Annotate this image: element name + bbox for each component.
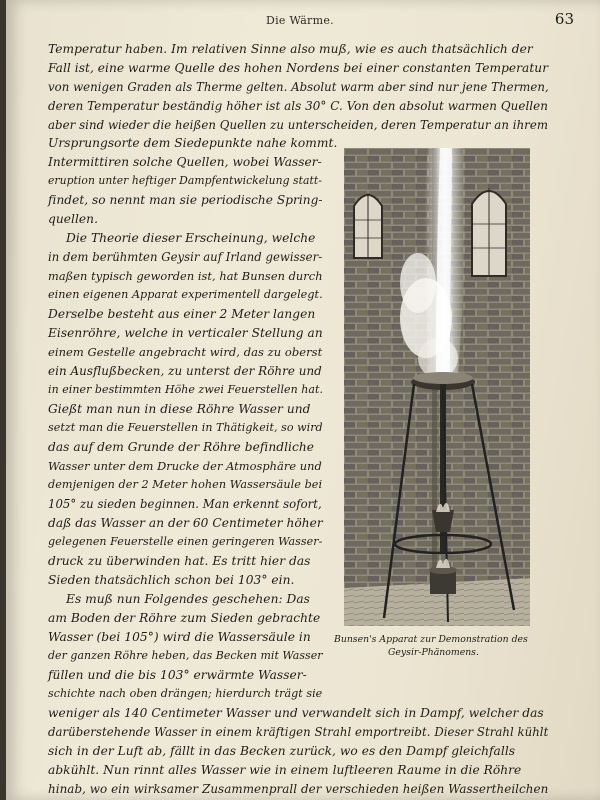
text-line: maßen typisch geworden ist, hat Bunsen durch [48, 269, 323, 283]
text-line: darüberstehende Wasser in einem kräftigen Strahl emportreibt. Dieser Strahl kühlt [48, 725, 549, 739]
text-line: 105° zu sieden beginnen. Man erkennt sofort, [48, 497, 322, 511]
text-line: Fall ist, eine warme Quelle des hohen Nordens bei einer constanten Temperatur [48, 61, 549, 75]
text-line: daß das Wasser an der 60 Centimeter höher [48, 516, 323, 530]
text-line: gelegenen Feuerstelle einen geringeren Wasser- [48, 535, 323, 548]
text-line: setzt man die Feuerstellen in Thätigkeit, so wird [48, 421, 323, 434]
text-line: Temperatur haben. Im relativen Sinne also muß, wie es auch thatsächlich der [48, 42, 533, 56]
geysir-apparatus-illustration [344, 148, 530, 626]
text-line: Sieden thatsächlich schon bei 103° ein. [48, 573, 295, 587]
text-line: einen eigenen Apparat experimentell dargelegt. [48, 288, 323, 301]
text-line: findet, so nennt man sie periodische Spring- [48, 193, 323, 207]
text-line: aber sind wieder die heißen Quellen zu unterscheiden, deren Temperatur an ihrem [48, 118, 549, 132]
text-line: in einer bestimmten Höhe zwei Feuerstellen hat. [48, 383, 324, 396]
text-line: abkühlt. Nun rinnt alles Wasser wie in einem luftleeren Raume in die Röhre [48, 763, 522, 777]
text-line: hinab, wo ein wirksamer Zusammenprall der verschieden heißen Wassertheilchen [48, 782, 549, 796]
text-line: sich in der Luft ab, fällt in das Becken zurück, wo es den Dampf gleichfalls [48, 744, 516, 758]
text-line: Eisenröhre, welche in verticaler Stellung an [48, 326, 323, 340]
text-line: Derselbe besteht aus einer 2 Meter langen [48, 307, 316, 321]
book-page [6, 0, 600, 800]
running-head [6, 8, 600, 32]
text-line: druck zu überwinden hat. Es tritt hier das [48, 554, 311, 568]
text-line: Wasser unter dem Drucke der Atmosphäre und [48, 459, 322, 473]
figure-caption-line1: Bunsen's Apparat zur Demonstration des [334, 634, 528, 645]
text-line: demjenigen der 2 Meter hohen Wassersäule bei [48, 478, 323, 491]
text-line: quellen. [48, 212, 98, 226]
text-line: Ursprungsorte dem Siedepunkte nahe kommt. [48, 136, 338, 150]
text-line: ein Ausflußbecken, zu unterst der Röhre und [48, 364, 322, 378]
figure-caption-line2: Geysir-Phänomens. [388, 647, 479, 658]
text-line: Intermittiren solche Quellen, wobei Wasser- [48, 155, 322, 169]
text-line: das auf dem Grunde der Röhre befindliche [48, 440, 315, 454]
text-line: von wenigen Graden als Therme gelten. Absolut warm aber sind nur jene Thermen, [48, 80, 549, 94]
text-line: schichte nach oben drängen; hierdurch trägt sie [48, 687, 323, 700]
text-line: füllen und die bis 103° erwärmte Wasser- [48, 668, 307, 682]
text-line: deren Temperatur beständig höher ist als 30° C. Von den absolut warmen Quellen [48, 99, 548, 113]
running-title: Die Wärme. [266, 14, 334, 27]
text-line: weniger als 140 Centimeter Wasser und verwandelt sich in Dampf, welcher das [48, 706, 544, 720]
text-line: Gießt man nun in diese Röhre Wasser und [48, 402, 311, 416]
text-line: am Boden der Röhre zum Sieden gebrachte [48, 611, 321, 625]
text-line: Die Theorie dieser Erscheinung, welche [66, 231, 316, 245]
text-line: in dem berühmten Geysir auf Irland gewisser- [48, 250, 323, 264]
text-line: einem Gestelle angebracht wird, das zu oberst [48, 345, 323, 359]
text-line: eruption unter heftiger Dampfentwickelung statt- [48, 174, 322, 187]
text-line: Es muß nun Folgendes geschehen: Das [66, 592, 310, 606]
text-line: der ganzen Röhre heben, das Becken mit Wasser [48, 649, 323, 662]
page-number: 63 [554, 10, 574, 28]
text-line: Wasser (bei 105°) wird die Wassersäule in [48, 630, 311, 644]
